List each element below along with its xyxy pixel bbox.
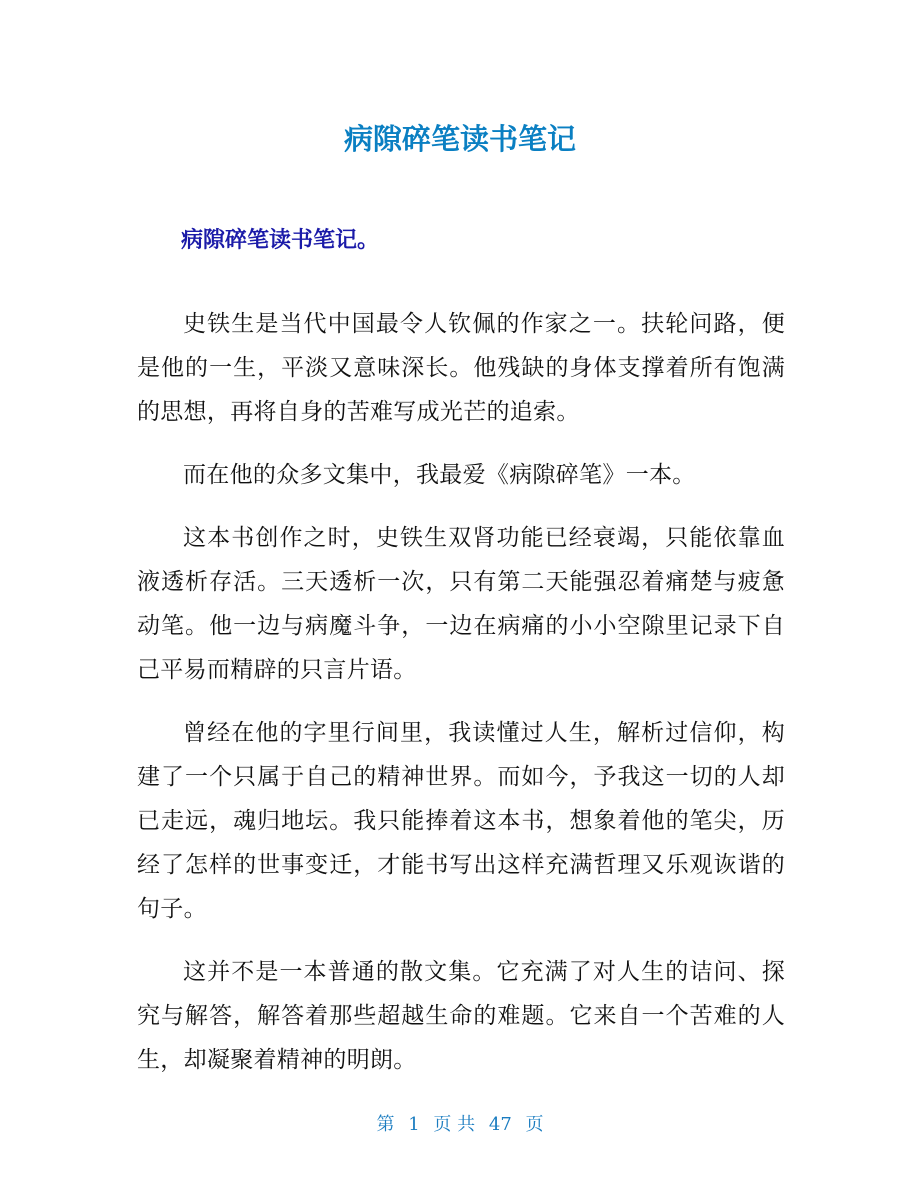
paragraph-4: 曾经在他的字里行间里，我读懂过人生，解析过信仰，构建了一个只属于自己的精神世界。而如今，予我这一切的人却已走远，魂归地坛。我只能捧着这本书，想象着他的笔尖，历经了怎样的世事变迁，才能书写出这样充满哲理又乐观诙谐的句子。: [137, 720, 785, 922]
paragraph-2: 而在他的众多文集中，我最爱《病隙碎笔》一本。: [183, 462, 696, 488]
footer-page-number: 1: [408, 1114, 420, 1135]
page-title: 病隙碎笔读书笔记: [343, 122, 576, 156]
footer-prefix: 第: [376, 1114, 395, 1135]
paragraph-3: 这本书创作之时，史铁生双肾功能已经衰竭，只能依靠血液透析存活。三天透析一次，只有第二天能强忍着痛楚与疲惫动笔。他一边与病魔斗争，一边在病痛的小小空隙里记录下自己平易而精辟的只言片语。: [137, 525, 785, 683]
paragraph-1: 史铁生是当代中国最令人钦佩的作家之一。扶轮问路，便是他的一生，平淡又意味深长。他残缺的身体支撑着所有饱满的思想，再将自身的苦难写成光芒的追索。: [137, 311, 785, 425]
section-heading: 病隙碎笔读书笔记。: [181, 228, 380, 253]
page-footer: [0, 1110, 920, 1140]
paragraph-5: 这并不是一本普通的散文集。它充满了对人生的诘问、探究与解答，解答着那些超越生命的难题。它来自一个苦难的人生，却凝聚着精神的明朗。: [137, 959, 785, 1073]
footer-middle: 页 共: [433, 1114, 476, 1135]
footer-suffix: 页: [525, 1114, 544, 1135]
footer-total-pages: 47: [488, 1114, 512, 1135]
document-body: [137, 302, 785, 1101]
